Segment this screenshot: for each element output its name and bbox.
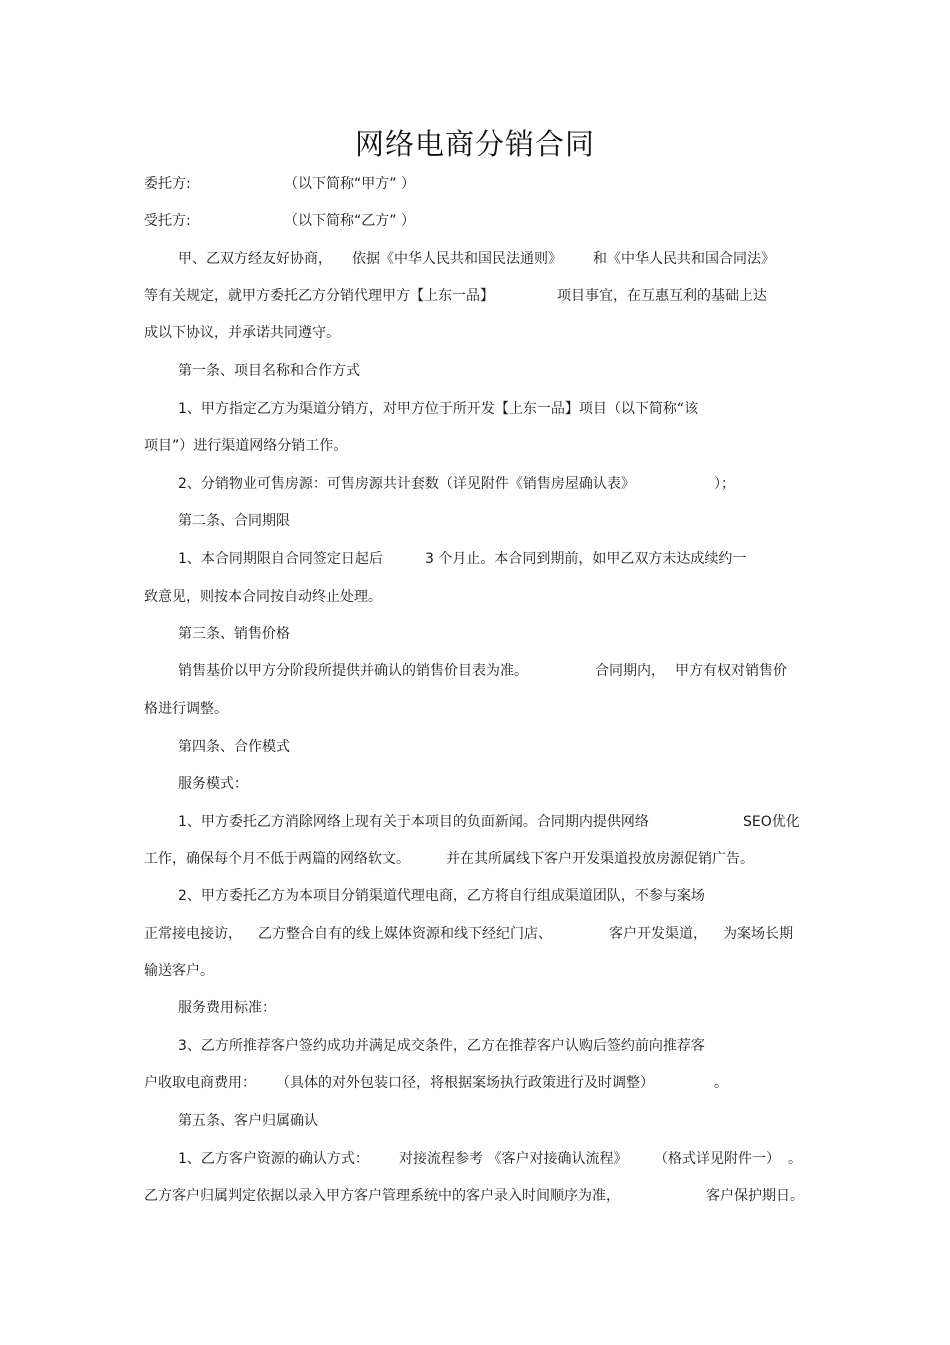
clause-text: 。: [788, 1151, 802, 1167]
clause-text: 。: [714, 1075, 728, 1091]
client-alias: （以下简称“甲方” ）: [284, 176, 415, 192]
clause-text: 1、甲方委托乙方消除网络上现有关于本项目的负面新闻。合同期内提供网络: [178, 814, 649, 830]
agent-alias: （以下简称“乙方” ）: [284, 213, 415, 229]
clause-text: 乙方客户归属判定依据以录入甲方客户管理系统中的客户录入时间顺序为准，: [144, 1188, 620, 1204]
section-subheading: 服务模式：: [178, 776, 248, 792]
clause-text: 销售基价以甲方分阶段所提供并确认的销售价目表为准。: [178, 663, 528, 679]
clause-text: 户收取电商费用：: [144, 1075, 256, 1091]
article-heading: 第一条、项目名称和合作方式: [178, 363, 360, 379]
preamble-text: 依据《中华人民共和国民法通则》: [352, 251, 562, 267]
preamble-text: 项目事宜，在互惠互利的基础上达: [557, 288, 767, 304]
article-heading: 第三条、销售价格: [178, 626, 290, 642]
clause-text: 乙方整合自有的线上媒体资源和线下经纪门店、: [258, 926, 552, 942]
clause-text: 合同期内，: [595, 663, 665, 679]
agent-label: 受托方:: [144, 213, 191, 229]
preamble-text: 甲、乙双方经友好协商，: [178, 251, 332, 267]
clause-text: 致意见，则按本合同按自动终止处理。: [144, 589, 382, 605]
article-heading: 第五条、客户归属确认: [178, 1113, 318, 1129]
preamble-text: 等有关规定，就甲方委托乙方分销代理甲方【上东一品】: [144, 288, 494, 304]
clause-text: （具体的对外包装口径，将根据案场执行政策进行及时调整）: [276, 1075, 654, 1091]
clause-text: 2、甲方委托乙方为本项目分销渠道代理电商，乙方将自行组成渠道团队，不参与案场: [178, 888, 705, 904]
clause-text: 格进行调整。: [144, 701, 228, 717]
article-heading: 第二条、合同期限: [178, 513, 290, 529]
clause-text: 1、本合同期限自合同签定日起后: [178, 551, 383, 567]
clause-text: 工作，确保每个月不低于两篇的网络软文。: [144, 851, 410, 867]
client-label: 委托方:: [144, 176, 191, 192]
clause-text: 客户开发渠道，: [609, 926, 707, 942]
clause-text: 2、分销物业可售房源：可售房源共计套数（详见附件《销售房屋确认表》: [178, 476, 635, 492]
clause-text: 3、乙方所推荐客户签约成功并满足成交条件，乙方在推荐客户认购后签约前向推荐客: [178, 1038, 705, 1054]
clause-text: SEO优化: [743, 814, 800, 830]
clause-text: （格式详见附件一）: [654, 1151, 780, 1167]
clause-text: 甲方有权对销售价: [675, 663, 787, 679]
clause-text: 1、甲方指定乙方为渠道分销方，对甲方位于所开发【上东一品】项目（以下简称“该: [178, 401, 699, 417]
clause-text: 对接流程参考 《客户对接确认流程》: [399, 1151, 628, 1167]
section-subheading: 服务费用标准：: [178, 1000, 276, 1016]
clause-text: 项目”）进行渠道网络分销工作。: [144, 438, 348, 454]
document-title: 网络电商分销合同: [354, 127, 595, 161]
clause-text: 客户保护期日。: [706, 1188, 804, 1204]
clause-text: 并在其所属线下客户开发渠道投放房源促销广告。: [446, 851, 754, 867]
preamble-text: 和《中华人民共和国合同法》: [593, 251, 775, 267]
preamble-text: 成以下协议，并承诺共同遵守。: [144, 325, 340, 341]
clause-text: 1、乙方客户资源的确认方式：: [178, 1151, 369, 1167]
clause-text: 正常接电接访，: [144, 926, 242, 942]
clause-text: 为案场长期: [723, 926, 793, 942]
article-heading: 第四条、合作模式: [178, 739, 290, 755]
clause-text: 输送客户。: [144, 963, 214, 979]
clause-text: 3 个月止。本合同到期前，如甲乙双方未达成续约一: [425, 551, 747, 567]
clause-text: ）；: [714, 476, 735, 492]
